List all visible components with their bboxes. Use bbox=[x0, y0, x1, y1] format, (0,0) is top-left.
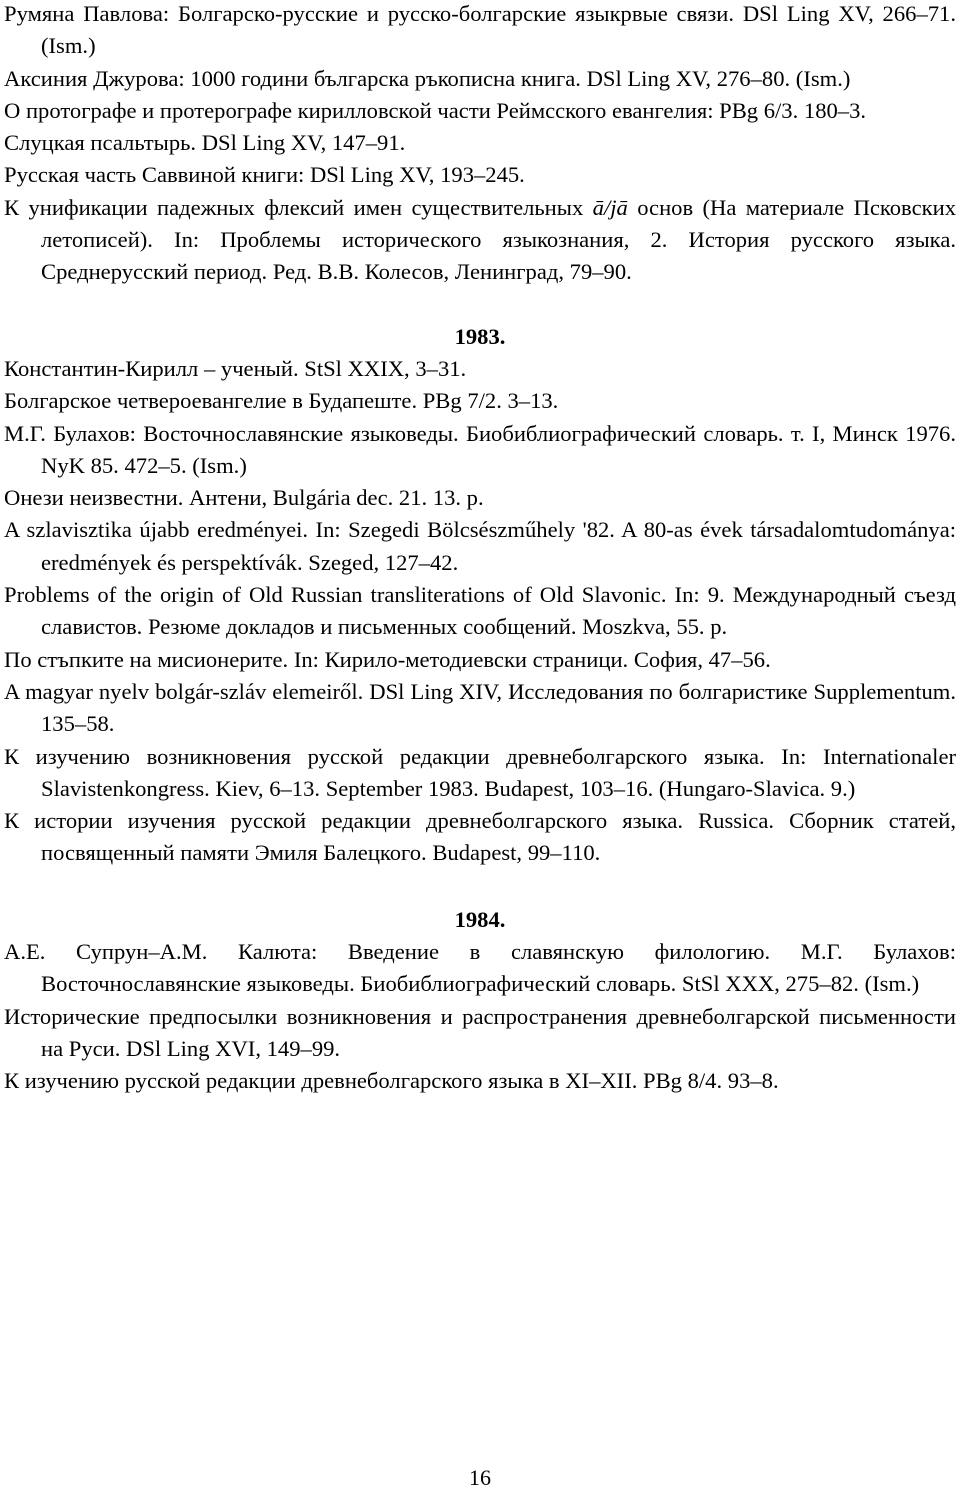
bibliography-entry: О протографе и протерографе кирилловской части Реймсского евангелия: PBg 6/3. 180–3. bbox=[4, 97, 867, 123]
bibliography-entry: М.Г. Булахов: Восточнославянские языковеды. Биобиблиографический словарь. т. I, Минск 1976. NyK 85. 472–5. (Ism.) bbox=[4, 420, 956, 478]
entry-text-before: К унификации падежных флексий имен существительных bbox=[4, 194, 593, 220]
bibliography-entry: Болгарское четвероевангелие в Будапеште. PBg 7/2. 3–13. bbox=[4, 388, 559, 414]
year-heading-1983: 1983. bbox=[454, 323, 506, 349]
entry-text-italic: ā/jā bbox=[592, 194, 628, 220]
bibliography-entry: Аксиния Джурова: 1000 години българска ръкописна книга. DSl Ling XV, 276–80. (Ism.) bbox=[4, 65, 851, 91]
entry-text-after: основ (На материале Псковских летописей). In: Проблемы исторического языкознания, 2. История русского языка. Среднерусский период. Ред. В.В. Колесов, Ленинград, 79–90. bbox=[41, 194, 956, 285]
bibliography-entry: К истории изучения русской редакции древнеболгарского языка. Russica. Сборник статей, посвященный памяти Эмиля Балецкого. Budapest, 99–110. bbox=[4, 808, 956, 866]
bibliography-entry: Русская часть Саввиной книги: DSl Ling XV, 193–245. bbox=[4, 162, 525, 188]
page-number: 16 bbox=[469, 1465, 491, 1490]
bibliography-entry-declension bbox=[4, 192, 956, 289]
bibliography-entry: К изучению русской редакции древнеболгарского языка в XI–XII. PBg 8/4. 93–8. bbox=[4, 1068, 779, 1094]
bibliography-entry: Problems of the origin of Old Russian transliterations of Old Slavonic. In: 9. Международный съезд славистов. Резюме докладов и письменных сообщений. Moszkva, 55. p. bbox=[4, 582, 956, 640]
bibliography-entry: А.Е. Супрун–А.М. Калюта: Введение в славянскую филологию. М.Г. Булахов: Восточнославянские языковеды. Биобиблиографический словарь. StSl XXX, 275–82. (Ism.) bbox=[4, 939, 956, 997]
bibliography-entry: К изучению возникновения русской редакции древнеболгарского языка. In: Internationaler Slavistenkongress. Kiev, 6–13. September 1983. Budapest, 103–16. (Hungaro-Slavica. 9.) bbox=[4, 743, 956, 801]
bibliography-entry: Румяна Павлова: Болгарско-русские и русско-болгарские языкрвые связи. DSl Ling XV, 266–71. (Ism.) bbox=[4, 1, 956, 59]
bibliography-entry: A magyar nyelv bolgár-szláv elemeiről. DSl Ling XIV, Исследования по болгаристике Supplementum. 135–58. bbox=[4, 678, 956, 737]
bibliography-entry: A szlavisztika újabb eredményei. In: Szegedi Bölcsészműhely '82. A 80-as évek társadalomtudománya: eredmények és perspektívák. Szeged, 127–42. bbox=[4, 517, 956, 575]
bibliography-entry: По стъпките на мисионерите. In: Кирило-методиевски страници. София, 47–56. bbox=[4, 646, 771, 672]
bibliography-entry: Слуцкая псальтырь. DSl Ling XV, 147–91. bbox=[4, 130, 406, 156]
bibliography-entry: Константин-Кирилл – ученый. StSl XXIX, 3–31. bbox=[4, 355, 467, 381]
bibliography-page bbox=[4, 0, 956, 1098]
bibliography-entry: Онези неизвестни. Антени, Bulgária dec. 21. 13. p. bbox=[4, 485, 484, 511]
year-heading-1984: 1984. bbox=[454, 906, 506, 932]
bibliography-entry: Исторические предпосылки возникновения и распространения древнеболгарской письменности на Руси. DSl Ling XVI, 149–99. bbox=[4, 1003, 956, 1061]
